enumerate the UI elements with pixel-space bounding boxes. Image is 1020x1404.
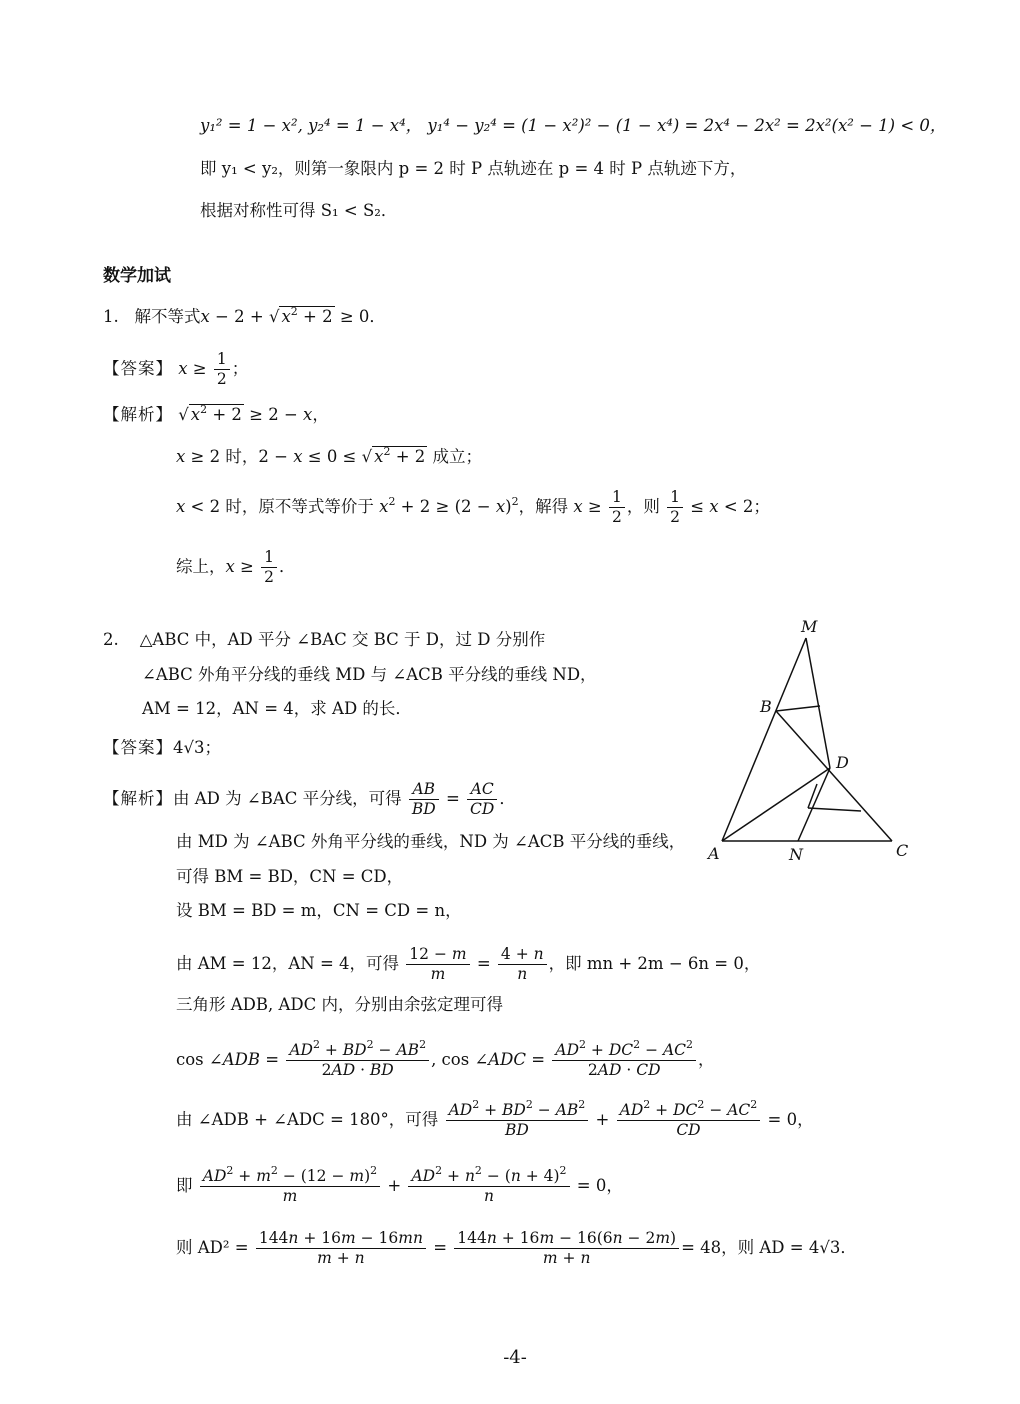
label-d: D	[836, 753, 849, 772]
segment-am	[722, 638, 806, 841]
answer-tag-2: 【答案】	[103, 738, 173, 757]
derivation-line-3: 根据对称性可得 S₁ < S₂．	[200, 201, 398, 220]
section-title: 数学加试	[103, 266, 171, 286]
segment-b-perp	[776, 706, 820, 711]
q2-step-5: 由 AM = 12，AN = 4，可得 $\frac{12 - m}{m}$ = $\frac{4 + n}{n}$ ，即 mn + 2m − 6n = 0，	[176, 945, 761, 983]
q1-number: 1.	[103, 307, 119, 326]
q1-answer: 【答案】 x ≥ $\frac{1}{2}$ ；	[103, 350, 249, 388]
q2-step-2: 由 MD 为 ∠ABC 外角平分线的垂线，ND 为 ∠ACB 平分线的垂线，	[176, 832, 686, 851]
q1-case-2: x < 2 时，原不等式等价于 $x^2 + 2 \ge (2 - x)^2$，解得 x ≥ $\frac{1}{2}$ ，则 $\frac{1}{2}$ ≤ x < 2；	[176, 488, 770, 526]
answer-tag: 【答案】	[103, 359, 173, 378]
q1-analysis: 【解析】 √ $x^2 + 2 \ge 2 - x$，	[103, 403, 329, 424]
derivation-line-2: 即 y₁ < y₂，则第一象限内 p = 2 时 P 点轨迹在 p = 4 时 P 点轨迹下方，	[200, 159, 747, 178]
sqrt-sign: √ $x^2 + 2$	[268, 305, 333, 326]
label-m: M	[801, 617, 818, 636]
q2-line-1: 2. △ABC 中，AD 平分 ∠BAC 交 BC 于 D，过 D 分别作	[103, 630, 546, 649]
q2-step-4: 设 BM = BD = m，CN = CD = n，	[176, 901, 462, 920]
triangle-figure	[700, 610, 920, 870]
segment-bc	[776, 711, 892, 841]
analysis-tag: 【解析】	[103, 405, 173, 424]
label-c: C	[896, 841, 909, 860]
q2-step-6: 三角形 ADB, ADC 内，分别由余弦定理可得	[176, 995, 504, 1014]
q2-step-1: 【解析】由 AD 为 ∠BAC 平分线，可得 $\frac{AB}{BD}$ = $\frac{AC}{CD}$ ．	[103, 780, 516, 818]
q2-line-3: AM = 12，AN = 4，求 AD 的长．	[142, 699, 412, 718]
q1-case-1: x ≥ 2 时，2 − x ≤ 0 ≤ √ $x^2 + 2$ 成立；	[176, 445, 483, 466]
q2-step-10: 则 AD² = $\frac{144n + 16m - 16mn}{m + n}$ = $\frac{144n + 16m - 16(6n - 2m)}{m + n}$ = 48，则 AD = 4√3．	[176, 1229, 857, 1267]
analysis-tag-2: 【解析】	[103, 789, 173, 808]
label-a: A	[708, 844, 720, 863]
q1-conclusion: 综上，x ≥ $\frac{1}{2}$ ．	[176, 548, 296, 586]
q2-answer: 【答案】4√3；	[103, 738, 222, 757]
q2-step-7: cos ∠ADB = $\frac{AD^2 + BD^2 - AB^2}{2AD \cdot BD}$ , cos ∠ADC = $\frac{AD^2 + DC^2 - AC^2}{2AD \cdot CD}$ ，	[176, 1038, 715, 1079]
q1-text: 解不等式	[134, 307, 201, 326]
q1-statement: 1. 解不等式x − 2 + √ $x^2 + 2 \ge 0$．	[103, 305, 386, 329]
label-n: N	[789, 845, 803, 864]
derivation-line-1: y₁² = 1 − x², y₂⁴ = 1 − x⁴， y₁⁴ − y₂⁴ = (1 − x²)² − (1 − x⁴) = 2x⁴ − 2x² = 2x²(x² − 1) < 0，	[200, 116, 947, 135]
segment-aux-1	[808, 784, 817, 808]
q2-step-9: 即 $\frac{AD^2 + m^2 - (12 - m)^2}{m}$ + $\frac{AD^2 + n^2 - (n + 4)^2}{n}$ = 0，	[176, 1164, 623, 1205]
page-number: -4-	[503, 1347, 527, 1368]
q2-step-3: 可得 BM = BD，CN = CD，	[176, 867, 404, 886]
segment-aux-2	[808, 808, 861, 811]
q2-step-8: 由 ∠ADB + ∠ADC = 180°，可得 $\frac{AD^2 + BD^2 - AB^2}{BD}$ + $\frac{AD^2 + DC^2 - AC^2}{CD}$ = 0，	[176, 1098, 814, 1139]
label-b: B	[760, 697, 772, 716]
q2-number: 2.	[103, 630, 119, 649]
q2-line-2: ∠ABC 外角平分线的垂线 MD 与 ∠ACB 平分线的垂线 ND，	[142, 665, 597, 684]
